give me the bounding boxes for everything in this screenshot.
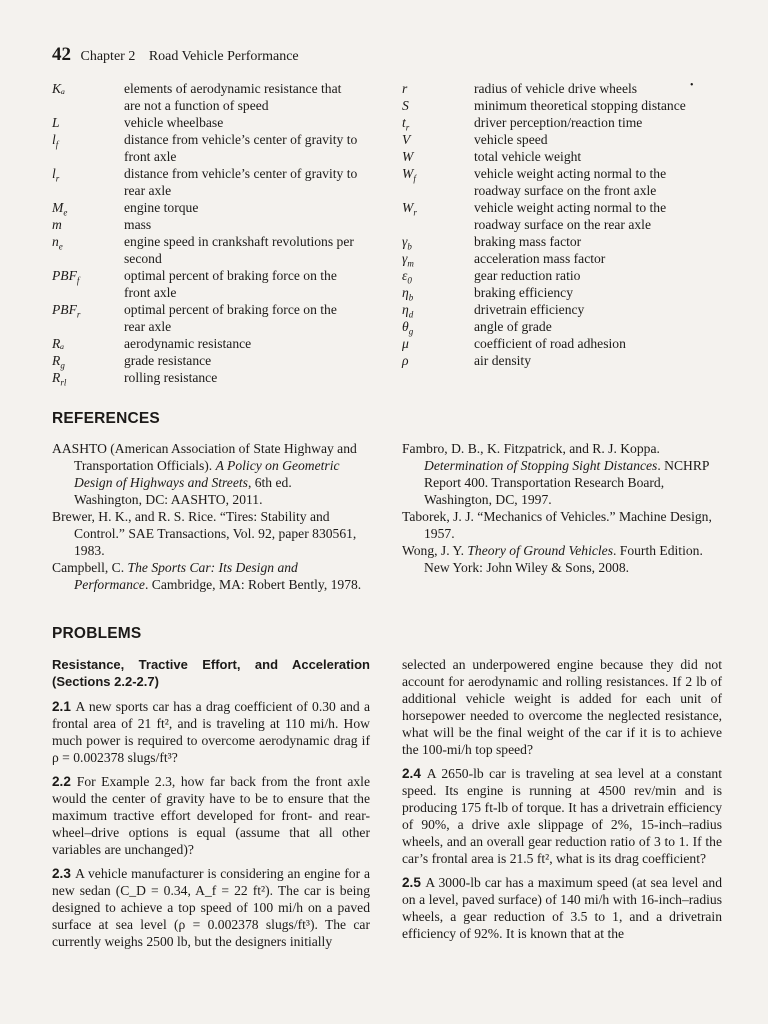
definition-line: rear axle [124,319,172,334]
definition-line: gear reduction ratio [474,268,581,283]
nomenclature-definition [124,335,251,352]
nomenclature-definition [474,165,666,199]
nomenclature-right [402,80,732,369]
nomenclature-entry [402,131,732,148]
nomenclature-entry [402,80,732,97]
references-right [402,440,722,576]
definition-line: distance from vehicle’s center of gravity to [124,132,358,147]
nomenclature-definition [124,369,217,386]
nomenclature-definition [474,352,531,369]
problems-heading: PROBLEMS [52,625,142,642]
reference-entry: Taborek, J. J. “Mechanics of Vehicles.” Machine Design, 1957. [402,509,712,541]
problem-number: 2.5 [402,875,426,890]
nomenclature-entry [52,267,382,301]
nomenclature-symbol: $\eta_d$ [402,302,414,320]
definition-line: driver perception/reaction time [474,115,643,130]
nomenclature-symbol: m [52,217,62,232]
margin-mark: • [690,80,694,91]
problems-left-column [52,656,370,957]
problem-text: For Example 2.3, how far back from the front axle would the center of gravity have to be to ensure that the maximum tractive effort developed for front- and rear-wheel–drive options is equal (assume that all other variables are unchanged)? [52,774,370,857]
nomenclature-definition [124,216,151,233]
nomenclature-symbol: W [402,149,414,164]
reference-entry: Wong, J. Y. Theory of Ground Vehicles. Fourth Edition. New York: John Wiley & Sons, 2008. [402,543,703,575]
nomenclature-entry [52,352,382,369]
nomenclature-entry [402,335,732,352]
nomenclature-entry [402,199,732,233]
reference-entry: Campbell, C. The Sports Car: Its Design and Performance. Cambridge, MA: Robert Bently, 1978. [52,560,362,592]
definition-line: vehicle wheelbase [124,115,224,130]
nomenclature-definition [124,233,354,267]
nomenclature-symbol: L [52,115,60,130]
nomenclature-entry [52,233,382,267]
definition-line: air density [474,353,532,368]
definition-line: grade resistance [124,353,212,368]
definition-line: rolling resistance [124,370,218,385]
nomenclature-symbol: $PBF_r$ [52,302,81,320]
problem-text: A new sports car has a drag coefficient of 0.30 and a frontal area of 21 ft², and is traveling at 110 mi/h. How much power is required to overcome aerodynamic drag if ρ = 0.002378 slugs/ft³? [52,699,370,765]
nomenclature-entry [402,233,732,250]
page-number: 42 [52,44,71,65]
problem-number: 2.1 [52,699,76,714]
nomenclature-entry [52,131,382,165]
problem-text: A 3000-lb car has a maximum speed (at sea level and on a level, paved surface) of 140 mi/h with 16-inch–radius wheels, a gear reduction of 3.5 to 1, and a drivetrain efficiency of 92%. It is known that at the [402,875,722,941]
definition-line: vehicle weight acting normal to the [474,166,667,181]
nomenclature-symbol: $\eta_b$ [402,285,414,303]
nomenclature-entry [52,199,382,216]
reference-entry: AASHTO (American Association of State Highway and Transportation Officials). A Policy on Geometric Design of Highways and Streets, 6th ed. Washington, DC: AASHTO, 2011. [52,441,357,507]
nomenclature-left [52,80,382,386]
nomenclature-entry [402,318,732,335]
nomenclature-definition [474,199,666,233]
nomenclature-symbol: V [402,132,411,147]
problems-subheading: Resistance, Tractive Effort, and Acceleration (Sections 2.2-2.7) [52,657,370,689]
nomenclature-entry [402,165,732,199]
nomenclature-definition [124,267,337,301]
definition-line: roadway surface on the front axle [474,183,657,198]
nomenclature-definition [474,233,581,250]
nomenclature-definition [474,80,637,97]
nomenclature-symbol: S [402,98,409,113]
nomenclature-symbol: $\gamma_b$ [402,234,412,252]
nomenclature-definition [124,301,337,335]
nomenclature-definition [474,148,581,165]
definition-line: radius of vehicle drive wheels [474,81,638,96]
definition-line: optimal percent of braking force on the [124,268,337,283]
nomenclature-definition [124,114,223,131]
nomenclature-symbol: $l_r$ [52,166,60,184]
nomenclature-definition [474,284,573,301]
references-heading: REFERENCES [52,410,160,427]
page-header [52,44,299,66]
nomenclature-entry [402,250,732,267]
nomenclature-entry [52,301,382,335]
nomenclature-symbol: μ [402,336,409,351]
nomenclature-entry [52,216,382,233]
nomenclature-entry [402,301,732,318]
nomenclature-symbol: $\gamma_m$ [402,251,414,269]
nomenclature-symbol: r [402,81,408,96]
problem-item [52,698,370,766]
problems-right-column [402,656,722,949]
nomenclature-entry [52,369,382,386]
definition-line: front axle [124,285,177,300]
definition-line: coefficient of road adhesion [474,336,626,351]
definition-line: aerodynamic resistance [124,336,252,351]
nomenclature-symbol: $M_e$ [52,200,68,218]
nomenclature-symbol: $R_{rl}$ [52,370,67,388]
nomenclature-symbol: $R_g$ [52,353,65,371]
definition-line: elements of aerodynamic resistance that [124,81,342,96]
reference-entry: Fambro, D. B., K. Fitzpatrick, and R. J. Koppa. Determination of Stopping Sight Distances. NCHRP Report 400. Transportation Research Board, Washington, DC, 1997. [402,441,709,507]
chapter-title: Road Vehicle Performance [148,49,299,64]
definition-line: second [124,251,162,266]
nomenclature-symbol: ρ [402,353,409,368]
definition-line: angle of grade [474,319,552,334]
nomenclature-entry [402,114,732,131]
nomenclature-definition [474,250,605,267]
definition-line: optimal percent of braking force on the [124,302,337,317]
problem-item [52,865,370,950]
definition-line: roadway surface on the rear axle [474,217,651,232]
nomenclature-definition [474,335,626,352]
nomenclature-entry [402,148,732,165]
definition-line: vehicle speed [474,132,548,147]
nomenclature-symbol: $PBF_f$ [52,268,80,286]
definition-line: vehicle weight acting normal to the [474,200,667,215]
nomenclature-definition [124,199,198,216]
definition-line: total vehicle weight [474,149,582,164]
problem-item [52,773,370,858]
definition-line: braking efficiency [474,285,574,300]
definition-line: distance from vehicle’s center of gravity to [124,166,358,181]
nomenclature-definition [474,131,548,148]
problem-continuation: selected an underpowered engine because they did not account for aerodynamic and rolling resistances. If 2 lb of additional vehicle weight is added for each unit of horsepower needed to overcome the neglected resistance, what will be the final weight of the car if it is to achieve the 100-mi/h top speed? [402,657,722,757]
nomenclature-entry [402,284,732,301]
nomenclature-definition [474,318,552,335]
nomenclature-definition [124,131,357,165]
nomenclature-entry [52,114,382,131]
definition-line: mass [124,217,152,232]
nomenclature-symbol: $W_f$ [402,166,416,184]
nomenclature-entry [52,335,382,352]
nomenclature-definition [124,352,211,369]
references-left [52,440,362,593]
chapter-label: Chapter 2 [80,49,136,64]
definition-line: engine torque [124,200,199,215]
nomenclature-symbol: $W_r$ [402,200,417,218]
problem-text: A vehicle manufacturer is considering an engine for a new sedan (C_D = 0.34, A_f = 22 ft²). The car is being designed to achieve a top speed of 100 mi/h on a paved surface at sea level (ρ = 0.002378 slugs/ft³). The car currently weighs 2500 lb, but the designers initially [52,866,370,949]
reference-entry: Brewer, H. K., and R. S. Rice. “Tires: Stability and Control.” SAE Transactions, Vol. 92, paper 830561, 1983. [52,509,357,558]
nomenclature-symbol: $t_r$ [402,115,410,133]
nomenclature-entry [52,165,382,199]
nomenclature-definition [124,80,341,114]
problem-number: 2.3 [52,866,76,881]
nomenclature-entry [402,267,732,284]
nomenclature-definition [124,165,357,199]
problem-item [402,765,722,867]
definition-line: rear axle [124,183,172,198]
nomenclature-definition [474,301,584,318]
nomenclature-symbol: $n_e$ [52,234,63,252]
definition-line: drivetrain efficiency [474,302,585,317]
definition-line: minimum theoretical stopping distance [474,98,686,113]
definition-line: braking mass factor [474,234,582,249]
nomenclature-symbol: $l_f$ [52,132,59,150]
definition-line: acceleration mass factor [474,251,606,266]
nomenclature-definition [474,267,580,284]
problem-text: A 2650-lb car is traveling at sea level at a constant speed. Its engine is running at 4500 rev/min and is producing 175 ft-lb of torque. It has a drivetrain efficiency of 90%, a drive axle slippage of 2%, 15-inch–radius wheels, and an overall gear reduction ratio of 3 to 1. If the car’s frontal area is 21.5 ft², what is its drag coefficient? [402,766,722,866]
problem-item [402,874,722,942]
nomenclature-entry [402,352,732,369]
nomenclature-symbol: $\varepsilon_0$ [402,268,412,286]
nomenclature-entry [402,97,732,114]
definition-line: front axle [124,149,177,164]
problem-number: 2.2 [52,774,77,789]
nomenclature-symbol: $\theta_g$ [402,319,414,337]
nomenclature-definition [474,114,642,131]
nomenclature-symbol: Kₐ [52,81,66,96]
definition-line: engine speed in crankshaft revolutions per [124,234,354,249]
nomenclature-definition [474,97,686,114]
problem-number: 2.4 [402,766,427,781]
nomenclature-entry [52,80,382,114]
nomenclature-symbol: Rₐ [52,336,65,351]
definition-line: are not a function of speed [124,98,269,113]
